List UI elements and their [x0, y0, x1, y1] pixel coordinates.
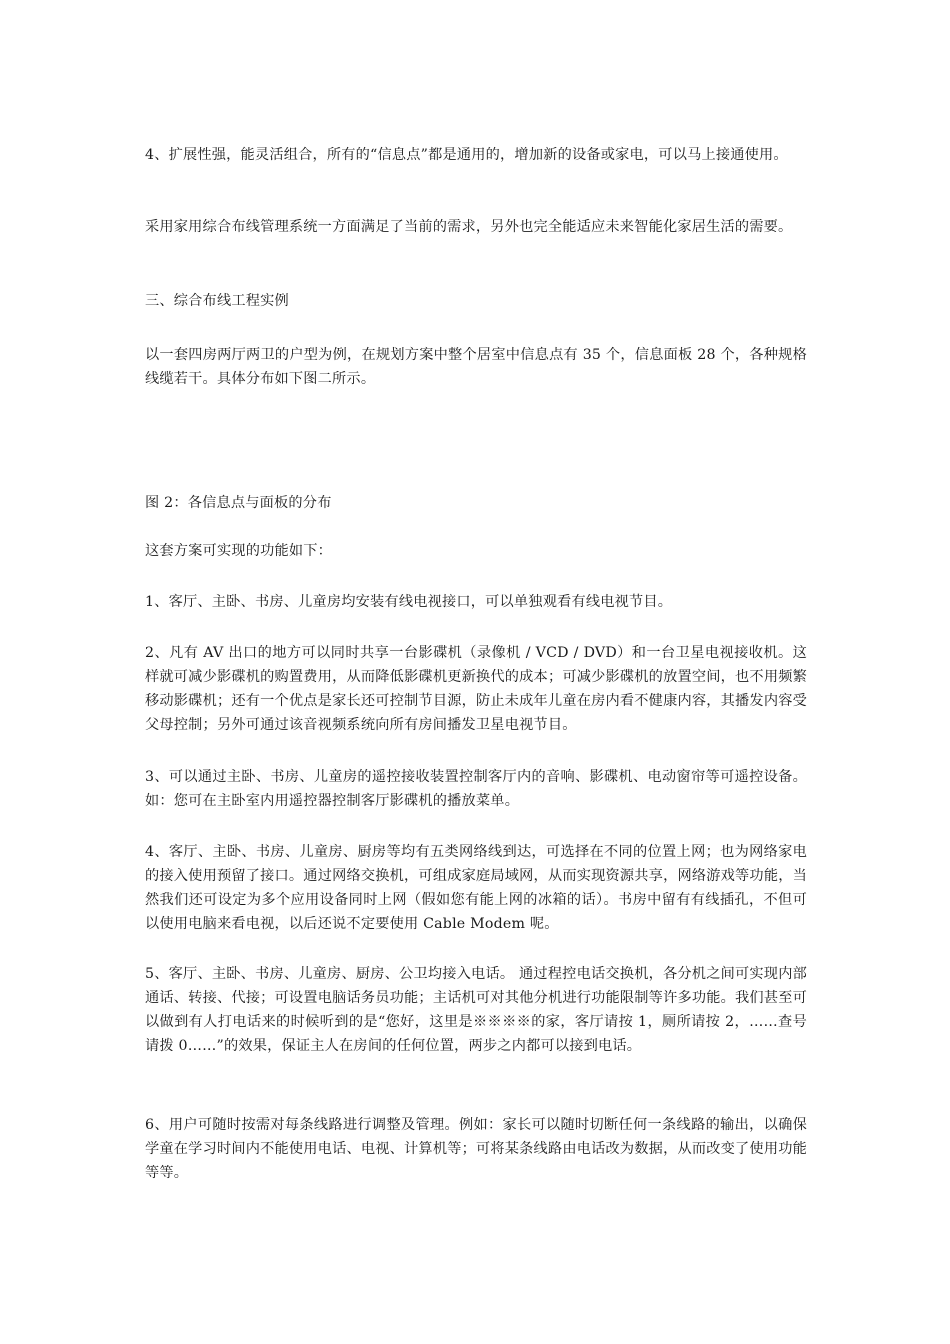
paragraph-function-2: 2、凡有 AV 出口的地方可以同时共享一台影碟机（录像机 / VCD / DVD）和一台卫星电视接收机。这样就可减少影碟机的购置费用，从而降低影碟机更新换代的成本；可减少影碟机的放置空间，也不用频繁移动影碟机；还有一个优点是家长还可控制节目源，防止未成年儿童在房内看不健康内容，其播发内容受父母控制；另外可通过该音视频系统向所有房间播发卫星电视节目。: [145, 645, 807, 733]
section-heading-wiring-example: 三、综合布线工程实例: [145, 293, 289, 309]
paragraph-extensibility: 4、扩展性强，能灵活组合，所有的“信息点”都是通用的，增加新的设备或家电，可以马上接通使用。: [145, 147, 788, 163]
paragraph-functions-intro: 这套方案可实现的功能如下：: [145, 543, 333, 559]
paragraph-function-1: 1、客厅、主卧、书房、儿童房均安装有线电视接口，可以单独观看有线电视节目。: [145, 594, 673, 610]
paragraph-system-benefit: 采用家用综合布线管理系统一方面满足了当前的需求，另外也完全能适应未来智能化家居生活的需要。: [145, 219, 793, 235]
paragraph-function-6: 6、用户可随时按需对每条线路进行调整及管理。例如：家长可以随时切断任何一条线路的输出，以确保学童在学习时间内不能使用电话、电视、计算机等；可将某条线路由电话改为数据，从而改变了使用功能等等。: [145, 1117, 807, 1181]
paragraph-example-intro: 以一套四房两厅两卫的户型为例，在规划方案中整个居室中信息点有 35 个，信息面板 28 个，各种规格线缆若干。具体分布如下图二所示。: [145, 347, 807, 387]
paragraph-function-3: 3、可以通过主卧、书房、儿童房的遥控接收装置控制客厅内的音响、影碟机、电动窗帘等可遥控设备。如：您可在主卧室内用遥控器控制客厅影碟机的播放菜单。: [145, 769, 807, 809]
figure-caption: 图 2：各信息点与面板的分布: [145, 495, 332, 511]
paragraph-function-5: 5、客厅、主卧、书房、儿童房、厨房、公卫均接入电话。 通过程控电话交换机，各分机之间可实现内部通话、转接、代接；可设置电脑话务员功能；主话机可对其他分机进行功能限制等许多功能。我们甚至可以做到有人打电话来的时候听到的是“您好，这里是※※※※的家，客厅请按 1，厕所请按 2，……查号请拨 0……”的效果，保证主人在房间的任何位置，两步之内都可以接到电话。: [145, 966, 807, 1054]
paragraph-function-4: 4、客厅、主卧、书房、儿童房、厨房等均有五类网络线到达，可选择在不同的位置上网；也为网络家电的接入使用预留了接口。通过网络交换机，可组成家庭局域网，从而实现资源共享，网络游戏等功能，当然我们还可设定为多个应用设备同时上网（假如您有能上网的冰箱的话）。书房中留有有线插孔，不但可以使用电脑来看电视，以后还说不定要使用 Cable Modem 呢。: [145, 844, 807, 932]
